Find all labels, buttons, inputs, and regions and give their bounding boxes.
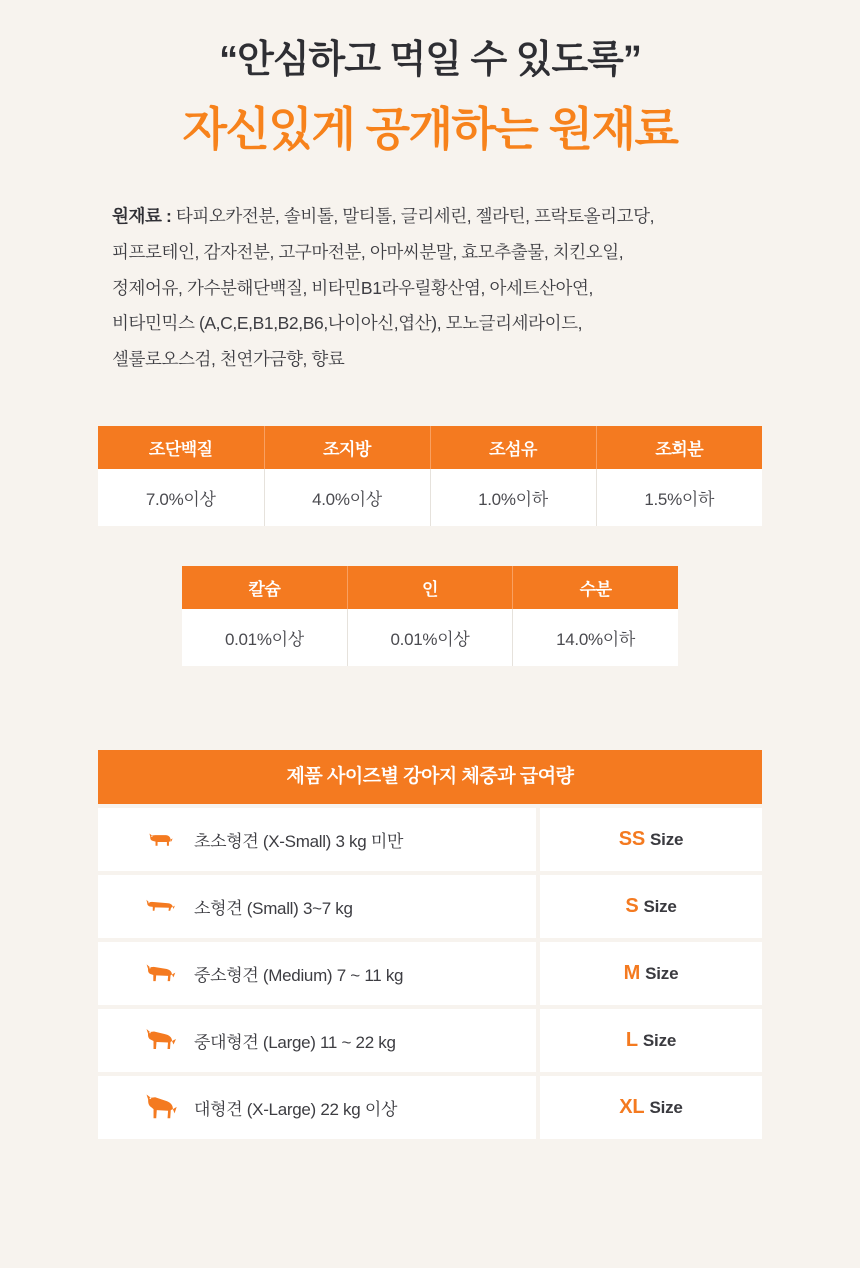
nutrition-value-cell: 1.5%이하 (596, 469, 762, 526)
ingredients-label: 원재료 : (112, 205, 172, 226)
page-quote: “안심하고 먹일 수 있도록” (219, 39, 641, 81)
ingredients-block (112, 199, 764, 378)
size-code: M (623, 962, 641, 985)
size-row-label: 소형견 (Small) 3~7 kg (194, 899, 353, 919)
nutrition-value-cell: 0.01%이상 (182, 609, 347, 666)
size-suffix: Size (642, 1030, 677, 1050)
ingredients-line-1: 피프로테인, 감자전분, 고구마전분, 아마씨분말, 효모추출물, 치킨오일, (112, 241, 624, 262)
size-row-label: 대형견 (X-Large) 22 kg 이상 (194, 1100, 398, 1120)
nutrition-value-cell: 0.01%이상 (347, 609, 512, 666)
table-row (98, 1009, 762, 1072)
size-suffix: Size (643, 896, 677, 916)
size-row-label: 중소형견 (Medium) 7 ~ 11 kg (194, 966, 404, 986)
nutrition-header-cell: 조섬유 (430, 426, 596, 469)
table-row (98, 808, 762, 871)
dog-xsmall-icon (138, 831, 182, 849)
table-header-row (98, 426, 762, 469)
size-code: XL (619, 1096, 645, 1119)
size-code: S (625, 895, 639, 918)
nutrition-header-cell: 조지방 (264, 426, 430, 469)
page-title: 자신있게 공개하는 원재료 (182, 102, 678, 155)
nutrition-value-cell: 1.0%이하 (430, 469, 596, 526)
ingredients-line-3: 비타민믹스 (A,C,E,B1,B2,B6,나이아신,엽산), 모노글리세라이드, (112, 313, 583, 334)
table-row (182, 609, 678, 666)
dog-medium-icon (138, 963, 182, 985)
dog-large-icon (138, 1028, 182, 1053)
size-table-title: 제품 사이즈별 강아지 체중과 급여량 (98, 750, 762, 804)
size-row-label-cell (98, 1009, 536, 1072)
size-table (98, 750, 762, 1139)
nutrition-header-cell: 인 (347, 566, 512, 609)
nutrition-header-cell: 조단백질 (98, 426, 264, 469)
size-row-label-cell (98, 808, 536, 871)
ingredients-line-4: 셀룰로오스검, 천연가금향, 향료 (112, 349, 345, 370)
size-row-size-cell (540, 808, 762, 871)
size-code: L (625, 1029, 638, 1052)
table-row (98, 942, 762, 1005)
size-row-label-cell (98, 875, 536, 938)
nutrition-value-cell: 4.0%이상 (264, 469, 430, 526)
table-row (98, 875, 762, 938)
size-row-label-cell (98, 1076, 536, 1139)
size-guide-section (0, 750, 860, 1139)
table-row (98, 469, 762, 526)
nutrition-table-secondary (0, 566, 860, 666)
size-suffix: Size (645, 963, 679, 983)
ingredients-line-0: 타피오카전분, 솔비톨, 말티톨, 글리세린, 젤라틴, 프락토올리고당, (175, 205, 655, 226)
size-suffix: Size (650, 829, 684, 849)
nutrition-header-cell: 수분 (513, 566, 678, 609)
size-row-size-cell (540, 1009, 762, 1072)
nutrition-header-cell: 조회분 (596, 426, 762, 469)
size-suffix: Size (649, 1097, 683, 1117)
size-row-size-cell (540, 875, 762, 938)
size-code: SS (618, 828, 646, 851)
size-row-label: 중대형견 (Large) 11 ~ 22 kg (194, 1033, 396, 1053)
table-row (98, 1076, 762, 1139)
size-row-label-cell (98, 942, 536, 1005)
nutrition-table-primary (0, 426, 860, 526)
nutrition-header-cell: 칼슘 (182, 566, 347, 609)
table-header-row (182, 566, 678, 609)
dog-small-icon (138, 898, 182, 915)
nutrition-value-cell: 14.0%이하 (513, 609, 678, 666)
size-row-size-cell (540, 1076, 762, 1139)
size-row-size-cell (540, 942, 762, 1005)
size-row-label: 초소형견 (X-Small) 3 kg 미만 (194, 832, 404, 852)
nutrition-value-cell: 7.0%이상 (98, 469, 264, 526)
dog-xlarge-icon (138, 1094, 182, 1122)
ingredients-line-2: 정제어유, 가수분해단백질, 비타민B1라우릴황산염, 아세트산아연, (112, 277, 593, 298)
